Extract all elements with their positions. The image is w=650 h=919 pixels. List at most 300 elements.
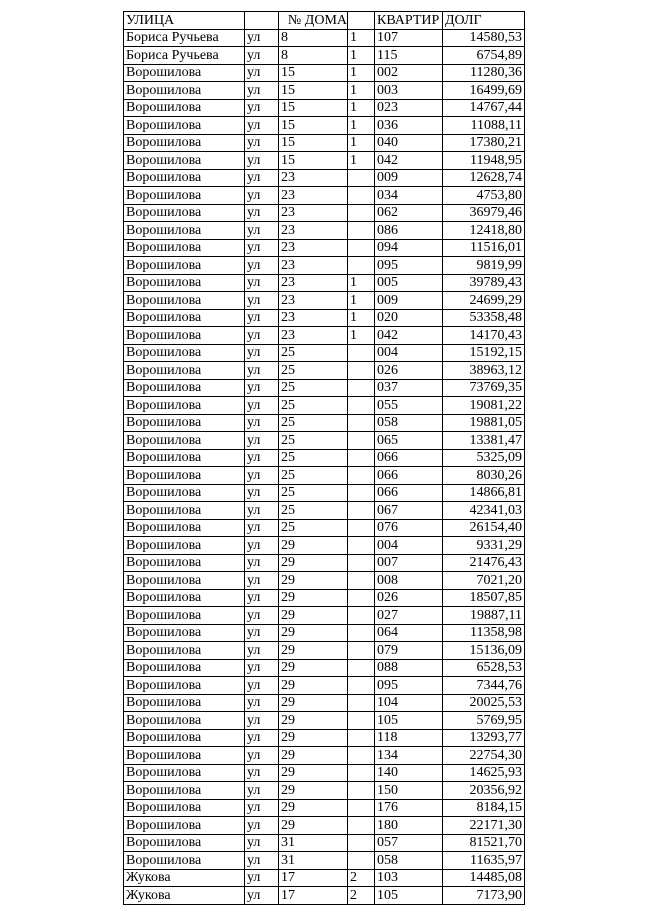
cell-type: ул — [245, 187, 279, 205]
cell-flat: 104 — [375, 694, 443, 712]
cell-street: Ворошилова — [124, 362, 245, 380]
cell-street: Ворошилова — [124, 764, 245, 782]
cell-type: ул — [245, 519, 279, 537]
cell-flat: 026 — [375, 362, 443, 380]
cell-type: ул — [245, 852, 279, 870]
cell-house: 23 — [279, 239, 348, 257]
cell-type: ул — [245, 82, 279, 100]
cell-debt: 16499,69 — [443, 82, 525, 100]
header-building — [348, 12, 375, 30]
cell-building — [348, 519, 375, 537]
cell-debt: 14767,44 — [443, 99, 525, 117]
cell-building — [348, 414, 375, 432]
cell-building — [348, 572, 375, 590]
table-row — [124, 82, 525, 100]
cell-house: 25 — [279, 414, 348, 432]
cell-street: Ворошилова — [124, 344, 245, 362]
cell-flat: 027 — [375, 607, 443, 625]
cell-flat: 095 — [375, 677, 443, 695]
table-row — [124, 152, 525, 170]
table-row — [124, 257, 525, 275]
cell-house: 8 — [279, 47, 348, 65]
cell-house: 29 — [279, 589, 348, 607]
table-row — [124, 747, 525, 765]
cell-house: 25 — [279, 432, 348, 450]
cell-house: 29 — [279, 537, 348, 555]
table-row — [124, 222, 525, 240]
cell-flat: 076 — [375, 519, 443, 537]
cell-house: 23 — [279, 169, 348, 187]
table-row — [124, 309, 525, 327]
cell-flat: 042 — [375, 152, 443, 170]
table-row — [124, 764, 525, 782]
cell-flat: 066 — [375, 484, 443, 502]
cell-building: 1 — [348, 274, 375, 292]
cell-house: 29 — [279, 677, 348, 695]
cell-house: 29 — [279, 659, 348, 677]
cell-building: 1 — [348, 134, 375, 152]
cell-building — [348, 589, 375, 607]
table-row — [124, 379, 525, 397]
cell-building — [348, 467, 375, 485]
cell-flat: 180 — [375, 817, 443, 835]
cell-debt: 81521,70 — [443, 834, 525, 852]
header-type — [245, 12, 279, 30]
cell-type: ул — [245, 204, 279, 222]
cell-debt: 11358,98 — [443, 624, 525, 642]
cell-flat: 062 — [375, 204, 443, 222]
cell-house: 17 — [279, 869, 348, 887]
cell-flat: 086 — [375, 222, 443, 240]
cell-type: ул — [245, 869, 279, 887]
cell-debt: 14580,53 — [443, 29, 525, 47]
cell-building — [348, 554, 375, 572]
cell-building: 1 — [348, 152, 375, 170]
cell-type: ул — [245, 799, 279, 817]
cell-flat: 140 — [375, 764, 443, 782]
cell-type: ул — [245, 152, 279, 170]
cell-flat: 107 — [375, 29, 443, 47]
cell-building — [348, 782, 375, 800]
table-row — [124, 607, 525, 625]
cell-debt: 20356,92 — [443, 782, 525, 800]
table-row — [124, 292, 525, 310]
cell-street: Ворошилова — [124, 239, 245, 257]
cell-street: Ворошилова — [124, 152, 245, 170]
cell-debt: 6528,53 — [443, 659, 525, 677]
cell-house: 29 — [279, 554, 348, 572]
table-row — [124, 204, 525, 222]
cell-street: Ворошилова — [124, 852, 245, 870]
cell-type: ул — [245, 64, 279, 82]
cell-building — [348, 747, 375, 765]
cell-debt: 19887,11 — [443, 607, 525, 625]
cell-house: 29 — [279, 782, 348, 800]
table-row — [124, 414, 525, 432]
cell-street: Ворошилова — [124, 572, 245, 590]
cell-flat: 058 — [375, 414, 443, 432]
cell-type: ул — [245, 677, 279, 695]
cell-flat: 105 — [375, 712, 443, 730]
cell-debt: 36979,46 — [443, 204, 525, 222]
cell-house: 23 — [279, 274, 348, 292]
cell-type: ул — [245, 817, 279, 835]
cell-building — [348, 222, 375, 240]
table-row — [124, 467, 525, 485]
cell-debt: 38963,12 — [443, 362, 525, 380]
cell-flat: 176 — [375, 799, 443, 817]
cell-debt: 7344,76 — [443, 677, 525, 695]
cell-debt: 19081,22 — [443, 397, 525, 415]
cell-street: Ворошилова — [124, 99, 245, 117]
table-row — [124, 519, 525, 537]
cell-debt: 13293,77 — [443, 729, 525, 747]
cell-flat: 150 — [375, 782, 443, 800]
cell-building — [348, 537, 375, 555]
cell-building: 1 — [348, 99, 375, 117]
cell-type: ул — [245, 589, 279, 607]
cell-type: ул — [245, 572, 279, 590]
cell-type: ул — [245, 624, 279, 642]
cell-type: ул — [245, 782, 279, 800]
cell-flat: 066 — [375, 467, 443, 485]
table-row — [124, 642, 525, 660]
table-row — [124, 484, 525, 502]
cell-type: ул — [245, 99, 279, 117]
cell-type: ул — [245, 29, 279, 47]
cell-building — [348, 362, 375, 380]
cell-street: Ворошилова — [124, 292, 245, 310]
cell-street: Ворошилова — [124, 327, 245, 345]
table-row — [124, 729, 525, 747]
cell-street: Ворошилова — [124, 799, 245, 817]
cell-debt: 9331,29 — [443, 537, 525, 555]
cell-flat: 115 — [375, 47, 443, 65]
cell-street: Ворошилова — [124, 642, 245, 660]
cell-type: ул — [245, 642, 279, 660]
cell-house: 29 — [279, 799, 348, 817]
cell-street: Ворошилова — [124, 117, 245, 135]
table-row — [124, 327, 525, 345]
cell-building: 1 — [348, 64, 375, 82]
cell-debt: 13381,47 — [443, 432, 525, 450]
cell-debt: 19881,05 — [443, 414, 525, 432]
cell-building — [348, 239, 375, 257]
cell-street: Ворошилова — [124, 379, 245, 397]
cell-house: 29 — [279, 712, 348, 730]
cell-building — [348, 729, 375, 747]
cell-house: 15 — [279, 152, 348, 170]
cell-type: ул — [245, 134, 279, 152]
cell-debt: 17380,21 — [443, 134, 525, 152]
cell-street: Бориса Ручьева — [124, 29, 245, 47]
cell-street: Ворошилова — [124, 82, 245, 100]
cell-debt: 15136,09 — [443, 642, 525, 660]
cell-building — [348, 432, 375, 450]
cell-building — [348, 484, 375, 502]
cell-house: 15 — [279, 99, 348, 117]
cell-street: Ворошилова — [124, 712, 245, 730]
cell-debt: 11948,95 — [443, 152, 525, 170]
cell-house: 29 — [279, 747, 348, 765]
cell-debt: 11516,01 — [443, 239, 525, 257]
cell-building — [348, 397, 375, 415]
cell-house: 15 — [279, 117, 348, 135]
cell-debt: 18507,85 — [443, 589, 525, 607]
cell-type: ул — [245, 887, 279, 905]
cell-type: ул — [245, 449, 279, 467]
cell-street: Ворошилова — [124, 134, 245, 152]
cell-type: ул — [245, 327, 279, 345]
table-row — [124, 99, 525, 117]
cell-street: Ворошилова — [124, 834, 245, 852]
cell-debt: 22171,30 — [443, 817, 525, 835]
cell-house: 29 — [279, 624, 348, 642]
table-row — [124, 362, 525, 380]
cell-flat: 055 — [375, 397, 443, 415]
table-row — [124, 554, 525, 572]
cell-building: 2 — [348, 887, 375, 905]
cell-street: Бориса Ручьева — [124, 47, 245, 65]
cell-street: Ворошилова — [124, 484, 245, 502]
cell-building: 1 — [348, 292, 375, 310]
cell-flat: 020 — [375, 309, 443, 327]
cell-street: Ворошилова — [124, 729, 245, 747]
cell-building — [348, 257, 375, 275]
cell-debt: 5769,95 — [443, 712, 525, 730]
cell-flat: 058 — [375, 852, 443, 870]
cell-building — [348, 379, 375, 397]
cell-flat: 079 — [375, 642, 443, 660]
cell-flat: 023 — [375, 99, 443, 117]
table-row — [124, 117, 525, 135]
cell-street: Ворошилова — [124, 782, 245, 800]
cell-debt: 11635,97 — [443, 852, 525, 870]
header-house: № ДОМА — [279, 12, 348, 30]
cell-type: ул — [245, 222, 279, 240]
cell-building: 1 — [348, 47, 375, 65]
cell-type: ул — [245, 274, 279, 292]
cell-debt: 73769,35 — [443, 379, 525, 397]
cell-building: 1 — [348, 29, 375, 47]
cell-flat: 042 — [375, 327, 443, 345]
cell-debt: 12628,74 — [443, 169, 525, 187]
cell-street: Ворошилова — [124, 817, 245, 835]
table-row — [124, 169, 525, 187]
table-row — [124, 712, 525, 730]
cell-house: 15 — [279, 64, 348, 82]
cell-house: 17 — [279, 887, 348, 905]
cell-debt: 26154,40 — [443, 519, 525, 537]
cell-building — [348, 624, 375, 642]
cell-flat: 004 — [375, 344, 443, 362]
cell-building — [348, 187, 375, 205]
cell-flat: 064 — [375, 624, 443, 642]
cell-building — [348, 764, 375, 782]
cell-debt: 14866,81 — [443, 484, 525, 502]
table-row — [124, 449, 525, 467]
cell-type: ул — [245, 747, 279, 765]
cell-type: ул — [245, 257, 279, 275]
cell-house: 23 — [279, 257, 348, 275]
cell-house: 23 — [279, 292, 348, 310]
cell-house: 8 — [279, 29, 348, 47]
cell-flat: 095 — [375, 257, 443, 275]
cell-flat: 037 — [375, 379, 443, 397]
cell-house: 15 — [279, 82, 348, 100]
cell-building — [348, 712, 375, 730]
cell-building — [348, 817, 375, 835]
cell-house: 25 — [279, 484, 348, 502]
cell-debt: 24699,29 — [443, 292, 525, 310]
cell-flat: 105 — [375, 887, 443, 905]
debt-table — [123, 11, 525, 905]
cell-flat: 094 — [375, 239, 443, 257]
cell-street: Ворошилова — [124, 64, 245, 82]
cell-type: ул — [245, 239, 279, 257]
cell-building: 1 — [348, 117, 375, 135]
table-row — [124, 432, 525, 450]
cell-type: ул — [245, 379, 279, 397]
cell-street: Ворошилова — [124, 502, 245, 520]
table-row — [124, 502, 525, 520]
header-flat: КВАРТИР — [375, 12, 443, 30]
cell-house: 15 — [279, 134, 348, 152]
cell-flat: 008 — [375, 572, 443, 590]
table-row — [124, 64, 525, 82]
cell-type: ул — [245, 502, 279, 520]
cell-street: Жукова — [124, 887, 245, 905]
cell-type: ул — [245, 47, 279, 65]
cell-house: 29 — [279, 572, 348, 590]
cell-type: ул — [245, 362, 279, 380]
cell-flat: 066 — [375, 449, 443, 467]
table-row — [124, 29, 525, 47]
cell-flat: 003 — [375, 82, 443, 100]
cell-debt: 8184,15 — [443, 799, 525, 817]
cell-street: Жукова — [124, 869, 245, 887]
table-row — [124, 239, 525, 257]
cell-house: 25 — [279, 467, 348, 485]
cell-flat: 007 — [375, 554, 443, 572]
table-row — [124, 799, 525, 817]
cell-type: ул — [245, 414, 279, 432]
table-row — [124, 887, 525, 905]
cell-debt: 22754,30 — [443, 747, 525, 765]
cell-debt: 14485,08 — [443, 869, 525, 887]
cell-debt: 12418,80 — [443, 222, 525, 240]
cell-street: Ворошилова — [124, 274, 245, 292]
cell-flat: 134 — [375, 747, 443, 765]
cell-flat: 036 — [375, 117, 443, 135]
cell-house: 23 — [279, 204, 348, 222]
cell-house: 23 — [279, 222, 348, 240]
cell-type: ул — [245, 764, 279, 782]
cell-house: 25 — [279, 379, 348, 397]
cell-house: 25 — [279, 344, 348, 362]
cell-flat: 088 — [375, 659, 443, 677]
cell-debt: 7021,20 — [443, 572, 525, 590]
cell-type: ул — [245, 309, 279, 327]
cell-debt: 7173,90 — [443, 887, 525, 905]
cell-building — [348, 344, 375, 362]
table-row — [124, 47, 525, 65]
cell-type: ул — [245, 537, 279, 555]
cell-type: ул — [245, 834, 279, 852]
table-row — [124, 344, 525, 362]
cell-house: 23 — [279, 309, 348, 327]
cell-building — [348, 677, 375, 695]
cell-building — [348, 799, 375, 817]
cell-building: 1 — [348, 82, 375, 100]
cell-type: ул — [245, 292, 279, 310]
cell-debt: 39789,43 — [443, 274, 525, 292]
cell-debt: 5325,09 — [443, 449, 525, 467]
cell-building — [348, 169, 375, 187]
cell-flat: 118 — [375, 729, 443, 747]
cell-house: 25 — [279, 449, 348, 467]
cell-house: 29 — [279, 817, 348, 835]
cell-type: ул — [245, 554, 279, 572]
cell-type: ул — [245, 484, 279, 502]
table-row — [124, 782, 525, 800]
cell-building: 2 — [348, 869, 375, 887]
cell-debt: 42341,03 — [443, 502, 525, 520]
cell-building — [348, 659, 375, 677]
table-row — [124, 274, 525, 292]
cell-flat: 065 — [375, 432, 443, 450]
cell-flat: 009 — [375, 169, 443, 187]
cell-street: Ворошилова — [124, 257, 245, 275]
table-row — [124, 677, 525, 695]
table-row — [124, 834, 525, 852]
cell-street: Ворошилова — [124, 467, 245, 485]
table-row — [124, 572, 525, 590]
table-row — [124, 817, 525, 835]
cell-type: ул — [245, 729, 279, 747]
cell-building — [348, 204, 375, 222]
cell-street: Ворошилова — [124, 187, 245, 205]
cell-street: Ворошилова — [124, 414, 245, 432]
table-row — [124, 694, 525, 712]
cell-house: 25 — [279, 397, 348, 415]
cell-street: Ворошилова — [124, 554, 245, 572]
table-row — [124, 852, 525, 870]
cell-debt: 21476,43 — [443, 554, 525, 572]
cell-street: Ворошилова — [124, 222, 245, 240]
cell-flat: 002 — [375, 64, 443, 82]
cell-debt: 4753,80 — [443, 187, 525, 205]
cell-type: ул — [245, 607, 279, 625]
cell-house: 23 — [279, 187, 348, 205]
cell-type: ул — [245, 712, 279, 730]
cell-debt: 8030,26 — [443, 467, 525, 485]
cell-street: Ворошилова — [124, 449, 245, 467]
cell-building — [348, 694, 375, 712]
cell-house: 29 — [279, 729, 348, 747]
cell-street: Ворошилова — [124, 747, 245, 765]
cell-building — [348, 834, 375, 852]
cell-type: ул — [245, 344, 279, 362]
cell-street: Ворошилова — [124, 659, 245, 677]
cell-street: Ворошилова — [124, 397, 245, 415]
cell-street: Ворошилова — [124, 624, 245, 642]
cell-house: 31 — [279, 852, 348, 870]
header-debt: ДОЛГ — [443, 12, 525, 30]
cell-building — [348, 607, 375, 625]
cell-type: ул — [245, 467, 279, 485]
cell-building — [348, 642, 375, 660]
